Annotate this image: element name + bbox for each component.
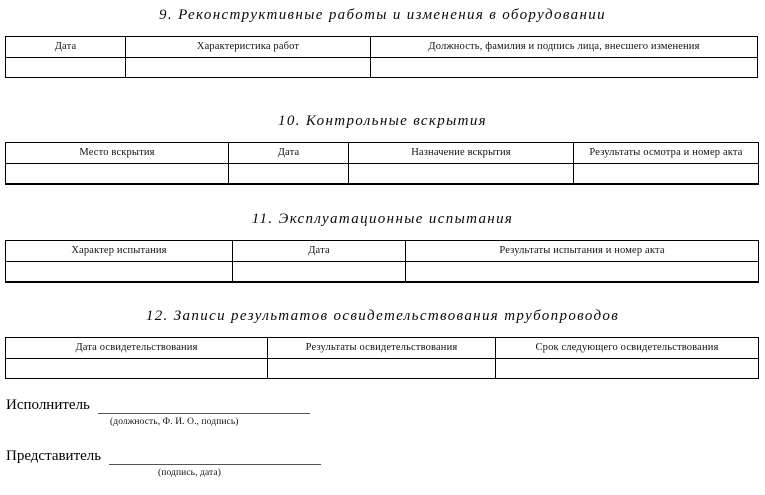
table-section-9 xyxy=(5,36,758,78)
cell-opening-purpose[interactable] xyxy=(349,164,574,185)
signature-row xyxy=(0,449,765,465)
cell-date[interactable] xyxy=(6,58,126,78)
column-header-date: Дата xyxy=(6,37,126,58)
cell-work-description[interactable] xyxy=(126,58,371,78)
column-header-position-name-signature: Должность, фамилия и подпись лица, внесшего изменения xyxy=(371,37,758,58)
section-heading-9: 9. Реконструктивные работы и изменения в оборудовании xyxy=(159,7,606,23)
table-row[interactable] xyxy=(6,262,759,283)
cell-inspection-results[interactable] xyxy=(268,359,496,379)
column-header-work-description: Характеристика работ xyxy=(126,37,371,58)
cell-date[interactable] xyxy=(233,262,406,283)
signature-row xyxy=(0,398,765,414)
signature-block-representative xyxy=(0,449,765,478)
signature-label-executor: Исполнитель xyxy=(6,397,90,413)
table-row[interactable] xyxy=(6,164,759,185)
column-header-inspection-results: Результаты освидетельствования xyxy=(268,338,496,359)
cell-date[interactable] xyxy=(229,164,349,185)
table-section-10 xyxy=(5,142,759,185)
signature-caption-representative: (подпись, дата) xyxy=(158,468,221,478)
column-header-next-inspection-due: Срок следующего освидетельствования xyxy=(496,338,759,359)
table-header-row xyxy=(6,143,759,164)
cell-position-name-signature[interactable] xyxy=(371,58,758,78)
column-header-inspection-date: Дата освидетельствования xyxy=(6,338,268,359)
cell-inspection-date[interactable] xyxy=(6,359,268,379)
signature-label-representative: Представитель xyxy=(6,448,102,464)
signature-caption-executor: (должность, Ф. И. О., подпись) xyxy=(110,417,239,427)
signature-line-executor[interactable] xyxy=(98,399,310,414)
signature-line-representative[interactable] xyxy=(109,450,321,465)
column-header-opening-location: Место вскрытия xyxy=(6,143,229,164)
column-header-test-results: Результаты испытания и номер акта xyxy=(406,241,759,262)
column-header-inspection-results: Результаты осмотра и номер акта xyxy=(574,143,759,164)
column-header-test-type: Характер испытания xyxy=(6,241,233,262)
cell-test-results[interactable] xyxy=(406,262,759,283)
cell-inspection-results[interactable] xyxy=(574,164,759,185)
column-header-date: Дата xyxy=(233,241,406,262)
section-heading-10: 10. Контрольные вскрытия xyxy=(277,113,488,129)
table-header-row xyxy=(6,241,759,262)
section-heading-12: 12. Записи результатов освидетельствования трубопроводов xyxy=(145,308,620,324)
table-section-12 xyxy=(5,337,759,379)
table-row[interactable] xyxy=(6,58,758,78)
column-header-date: Дата xyxy=(229,143,349,164)
column-header-opening-purpose: Назначение вскрытия xyxy=(349,143,574,164)
table-header-row xyxy=(6,338,759,359)
table-row[interactable] xyxy=(6,359,759,379)
cell-test-type[interactable] xyxy=(6,262,233,283)
signature-block-executor xyxy=(0,398,765,427)
table-section-11 xyxy=(5,240,759,283)
section-heading-11: 11. Эксплуатационные испытания xyxy=(251,211,514,227)
cell-next-inspection-due[interactable] xyxy=(496,359,759,379)
cell-opening-location[interactable] xyxy=(6,164,229,185)
table-header-row xyxy=(6,37,758,58)
